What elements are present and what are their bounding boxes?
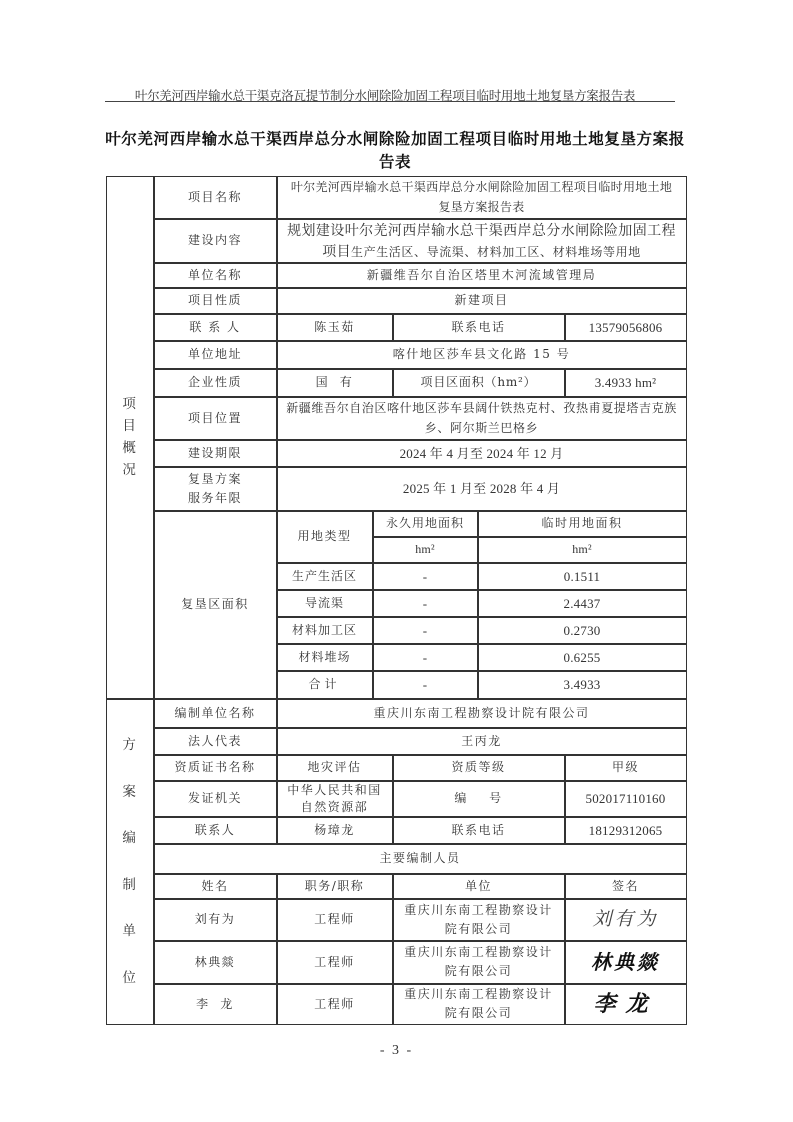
temporary-area-cell: 0.2730 [478, 617, 687, 644]
land-type-cell: 合计 [277, 671, 373, 699]
staff-unit: 重庆川东南工程勘察设计院有限公司 [393, 984, 565, 1025]
section-label-char: 项 [122, 396, 137, 412]
permanent-area-cell: - [373, 644, 478, 671]
project-area-label: 项目区面积（hm²） [393, 369, 565, 397]
construction-content-value [277, 219, 687, 263]
address-value: 喀什地区莎车县文化路 15 号 [277, 341, 687, 369]
document-title: 叶尔羌河西岸输水总干渠西岸总分水闸除险加固工程项目临时用地土地复垦方案报告表 [105, 130, 685, 171]
land-type-cell: 材料堆场 [277, 644, 373, 671]
construction-content-part-b: 生产生活区、导流渠、材料加工区、材料堆场等用地 [351, 244, 641, 259]
land-type-cell: 材料加工区 [277, 617, 373, 644]
service-period-label-line1: 复垦方案 [187, 471, 242, 486]
project-location-value: 新疆维吾尔自治区喀什地区莎车县阔什铁热克村、孜热甫夏提塔吉克族乡、阿尔斯兰巴格乡 [277, 397, 687, 440]
contact-value: 陈玉茹 [277, 314, 393, 341]
section-label-char: 目 [122, 418, 137, 434]
temporary-area-cell: 2.4437 [478, 590, 687, 617]
permanent-area-cell: - [373, 590, 478, 617]
project-nature-value: 新建项目 [277, 288, 687, 314]
page-number: - 3 - [379, 1043, 414, 1058]
staff-section-title: 主要编制人员 [154, 844, 687, 874]
cert-name-value: 地灾评估 [277, 755, 393, 781]
compiler-contact-label: 联系人 [154, 817, 277, 844]
cert-no-label: 编 号 [393, 781, 565, 817]
staff-signature: 李龙 [565, 984, 687, 1025]
staff-header-title: 职务/职称 [277, 874, 393, 899]
compiler-contact-value: 杨璋龙 [277, 817, 393, 844]
land-type-header: 用地类型 [277, 511, 373, 563]
service-period-label [154, 467, 277, 511]
compiler-phone-label: 联系电话 [393, 817, 565, 844]
temporary-area-cell: 3.4933 [478, 671, 687, 699]
section-label-char: 单 [122, 923, 137, 940]
staff-title: 工程师 [277, 941, 393, 984]
staff-unit: 重庆川东南工程勘察设计院有限公司 [393, 899, 565, 941]
land-type-cell: 生产生活区 [277, 563, 373, 590]
project-name-label: 项目名称 [154, 176, 277, 219]
permanent-area-header: 永久用地面积 [373, 511, 478, 537]
staff-header-unit: 单位 [393, 874, 565, 899]
temporary-area-unit: hm² [478, 537, 687, 563]
staff-header-name: 姓名 [154, 874, 277, 899]
permanent-area-cell: - [373, 671, 478, 699]
section-label-char: 方 [122, 737, 137, 754]
section-label-char: 位 [122, 969, 137, 986]
compiler-phone-value: 18129312065 [565, 817, 687, 844]
construction-content-label: 建设内容 [154, 219, 277, 263]
cert-name-label: 资质证书名称 [154, 755, 277, 781]
construction-content-part-a: 规划建设叶尔羌河西岸输水总干渠西岸总分水闸除险加固工程项目 [287, 222, 676, 260]
phone-label: 联系电话 [393, 314, 565, 341]
construction-period-label: 建设期限 [154, 440, 277, 467]
cert-no-value: 502017110160 [565, 781, 687, 817]
temporary-area-cell: 0.6255 [478, 644, 687, 671]
staff-title: 工程师 [277, 899, 393, 941]
permanent-area-cell: - [373, 563, 478, 590]
staff-title: 工程师 [277, 984, 393, 1025]
section-label-char: 编 [122, 830, 137, 847]
section-label-project-overview [106, 176, 154, 699]
staff-signature: 林典燚 [565, 941, 687, 984]
construction-period-value: 2024 年 4 月至 2024 年 12 月 [277, 440, 687, 467]
service-period-label-line2: 服务年限 [187, 490, 242, 505]
unit-name-label: 单位名称 [154, 263, 277, 288]
project-area-value: 3.4933 hm² [565, 369, 687, 397]
staff-name: 林典燚 [154, 941, 277, 984]
section-label-char: 况 [122, 462, 137, 478]
address-label: 单位地址 [154, 341, 277, 369]
header-divider [105, 101, 675, 102]
service-period-value: 2025 年 1 月至 2028 年 4 月 [277, 467, 687, 511]
issuer-value: 中华人民共和国自然资源部 [277, 781, 393, 817]
staff-header-signature: 签名 [565, 874, 687, 899]
section-label-char: 制 [122, 876, 137, 893]
staff-signature: 刘有为 [565, 899, 687, 941]
permanent-area-cell: - [373, 617, 478, 644]
enterprise-nature-value: 国 有 [277, 369, 393, 397]
issuer-label: 发证机关 [154, 781, 277, 817]
cert-level-label: 资质等级 [393, 755, 565, 781]
compiler-value: 重庆川东南工程勘察设计院有限公司 [277, 699, 687, 728]
legal-rep-label: 法人代表 [154, 728, 277, 755]
section-label-char: 案 [122, 783, 137, 800]
legal-rep-value: 王丙龙 [277, 728, 687, 755]
section-label-char: 概 [122, 440, 137, 456]
unit-name-value: 新疆维吾尔自治区塔里木河流域管理局 [277, 263, 687, 288]
compiler-label: 编制单位名称 [154, 699, 277, 728]
running-header: 叶尔羌河西岸输水总干渠克洛瓦提节制分水闸除险加固工程项目临时用地土地复垦方案报告表 [134, 88, 636, 103]
contact-label: 联 系 人 [154, 314, 277, 341]
permanent-area-unit: hm² [373, 537, 478, 563]
staff-name: 李 龙 [154, 984, 277, 1025]
temporary-area-header: 临时用地面积 [478, 511, 687, 537]
project-nature-label: 项目性质 [154, 288, 277, 314]
land-type-cell: 导流渠 [277, 590, 373, 617]
staff-unit: 重庆川东南工程勘察设计院有限公司 [393, 941, 565, 984]
temporary-area-cell: 0.1511 [478, 563, 687, 590]
project-name-value: 叶尔羌河西岸输水总干渠西岸总分水闸除险加固工程项目临时用地土地复垦方案报告表 [277, 176, 687, 219]
enterprise-nature-label: 企业性质 [154, 369, 277, 397]
section-label-plan-compiler [106, 699, 154, 1025]
project-location-label: 项目位置 [154, 397, 277, 440]
phone-value: 13579056806 [565, 314, 687, 341]
staff-name: 刘有为 [154, 899, 277, 941]
cert-level-value: 甲级 [565, 755, 687, 781]
reclaim-area-label: 复垦区面积 [154, 511, 277, 699]
